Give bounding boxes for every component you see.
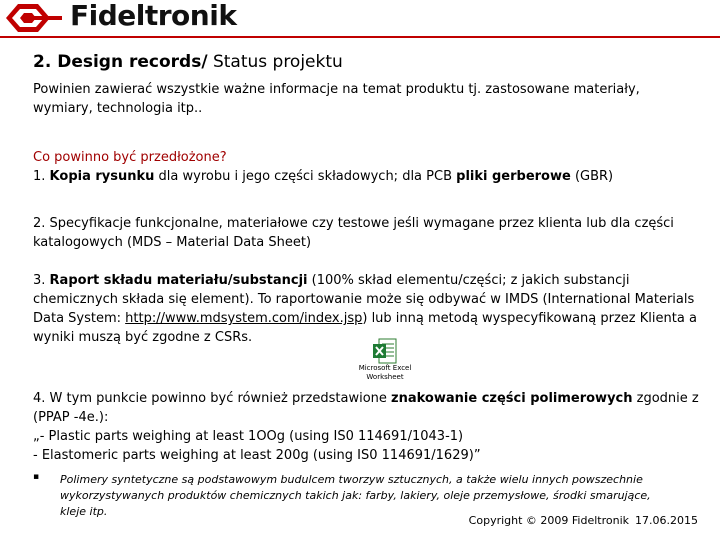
item-3-bold: Raport składu materiału/substancji — [49, 273, 308, 288]
item-2: 2. Specyfikacje funkcjonalne, materiałowe czy testowe jeśli wymagane przez klienta lub dla części katalogowych (MDS – Material Data Sheet) — [33, 216, 674, 250]
item-4-quote-1: „- Plastic parts weighing at least 1OOg (using IS0 114691/1043-1) — [33, 429, 464, 444]
item-4-intro-end: zgodnie z (PPAP -4e.): — [33, 391, 699, 425]
item-3-prefix: 3. — [33, 273, 50, 288]
item-4 — [33, 389, 703, 465]
item-3-text: (100% skład elementu/części; z jakich substancji chemicznych składa się element). To raportowanie może się odbywać w IMDS (International Materials Data System: — [33, 273, 695, 326]
logo-text: Fideltronik — [70, 0, 237, 32]
excel-label-line-1: Microsoft Excel — [358, 364, 412, 372]
fideltronik-logo-icon — [2, 2, 66, 34]
item-3 — [33, 271, 703, 347]
item-1-suffix: (GBR) — [570, 169, 614, 184]
item-1-prefix: 1. — [33, 169, 50, 184]
title-normal: Status projektu — [207, 52, 343, 72]
polymer-note-text: Polimery syntetyczne są podstawowym budulcem tworzyw sztucznych, a także wielu innych powszechnie wykorzystywanych produktów chemicznych takich jak: farby, lakiery, oleje przemysłowe, środki smarujące, kleje itp. — [60, 473, 651, 518]
bullet-marker: ▪ — [33, 472, 40, 482]
item-3-suffix: ) lub inną metodą wyspecyfikowaną przez Klienta a wyniki muszą być zgodne z CSRs. — [33, 311, 697, 345]
footer-copyright: Copyright © 2009 Fideltronik — [468, 514, 630, 527]
header-divider — [0, 36, 720, 38]
footer — [469, 514, 698, 527]
footer-date: 17.06.2015 — [635, 514, 698, 527]
excel-attachment[interactable] — [350, 338, 420, 382]
imds-link[interactable]: http://www.mdsystem.com/index.jsp — [125, 311, 363, 326]
fideltronik-logo — [2, 0, 237, 34]
title-bold: 2. Design records/ — [33, 52, 208, 72]
excel-worksheet-icon — [373, 338, 397, 364]
item-1-bold-2: pliki gerberowe — [456, 169, 571, 184]
intro-paragraph: Powinien zawierać wszystkie ważne informacje na temat produktu tj. zastosowane materiały, wymiary, technologia itp.. — [33, 82, 640, 116]
item-1 — [33, 167, 703, 186]
item-4-quote-2: - Elastomeric parts weighing at least 200g (using IS0 114691/1629)” — [33, 448, 481, 463]
question-heading: Co powinno być przedłożone? — [33, 150, 227, 165]
item-1-mid: dla wyrobu i jego części składowych; dla PCB — [154, 169, 457, 184]
item-1-bold-1: Kopia rysunku — [49, 169, 155, 184]
item-4-intro-text: 4. W tym punkcie powinno być również przedstawione — [33, 391, 392, 406]
page-title — [33, 52, 343, 72]
item-4-intro — [33, 389, 703, 427]
question-block — [33, 148, 703, 186]
excel-label-line-2: Worksheet — [366, 373, 404, 381]
item-4-bold: znakowanie części polimerowych — [391, 391, 633, 406]
